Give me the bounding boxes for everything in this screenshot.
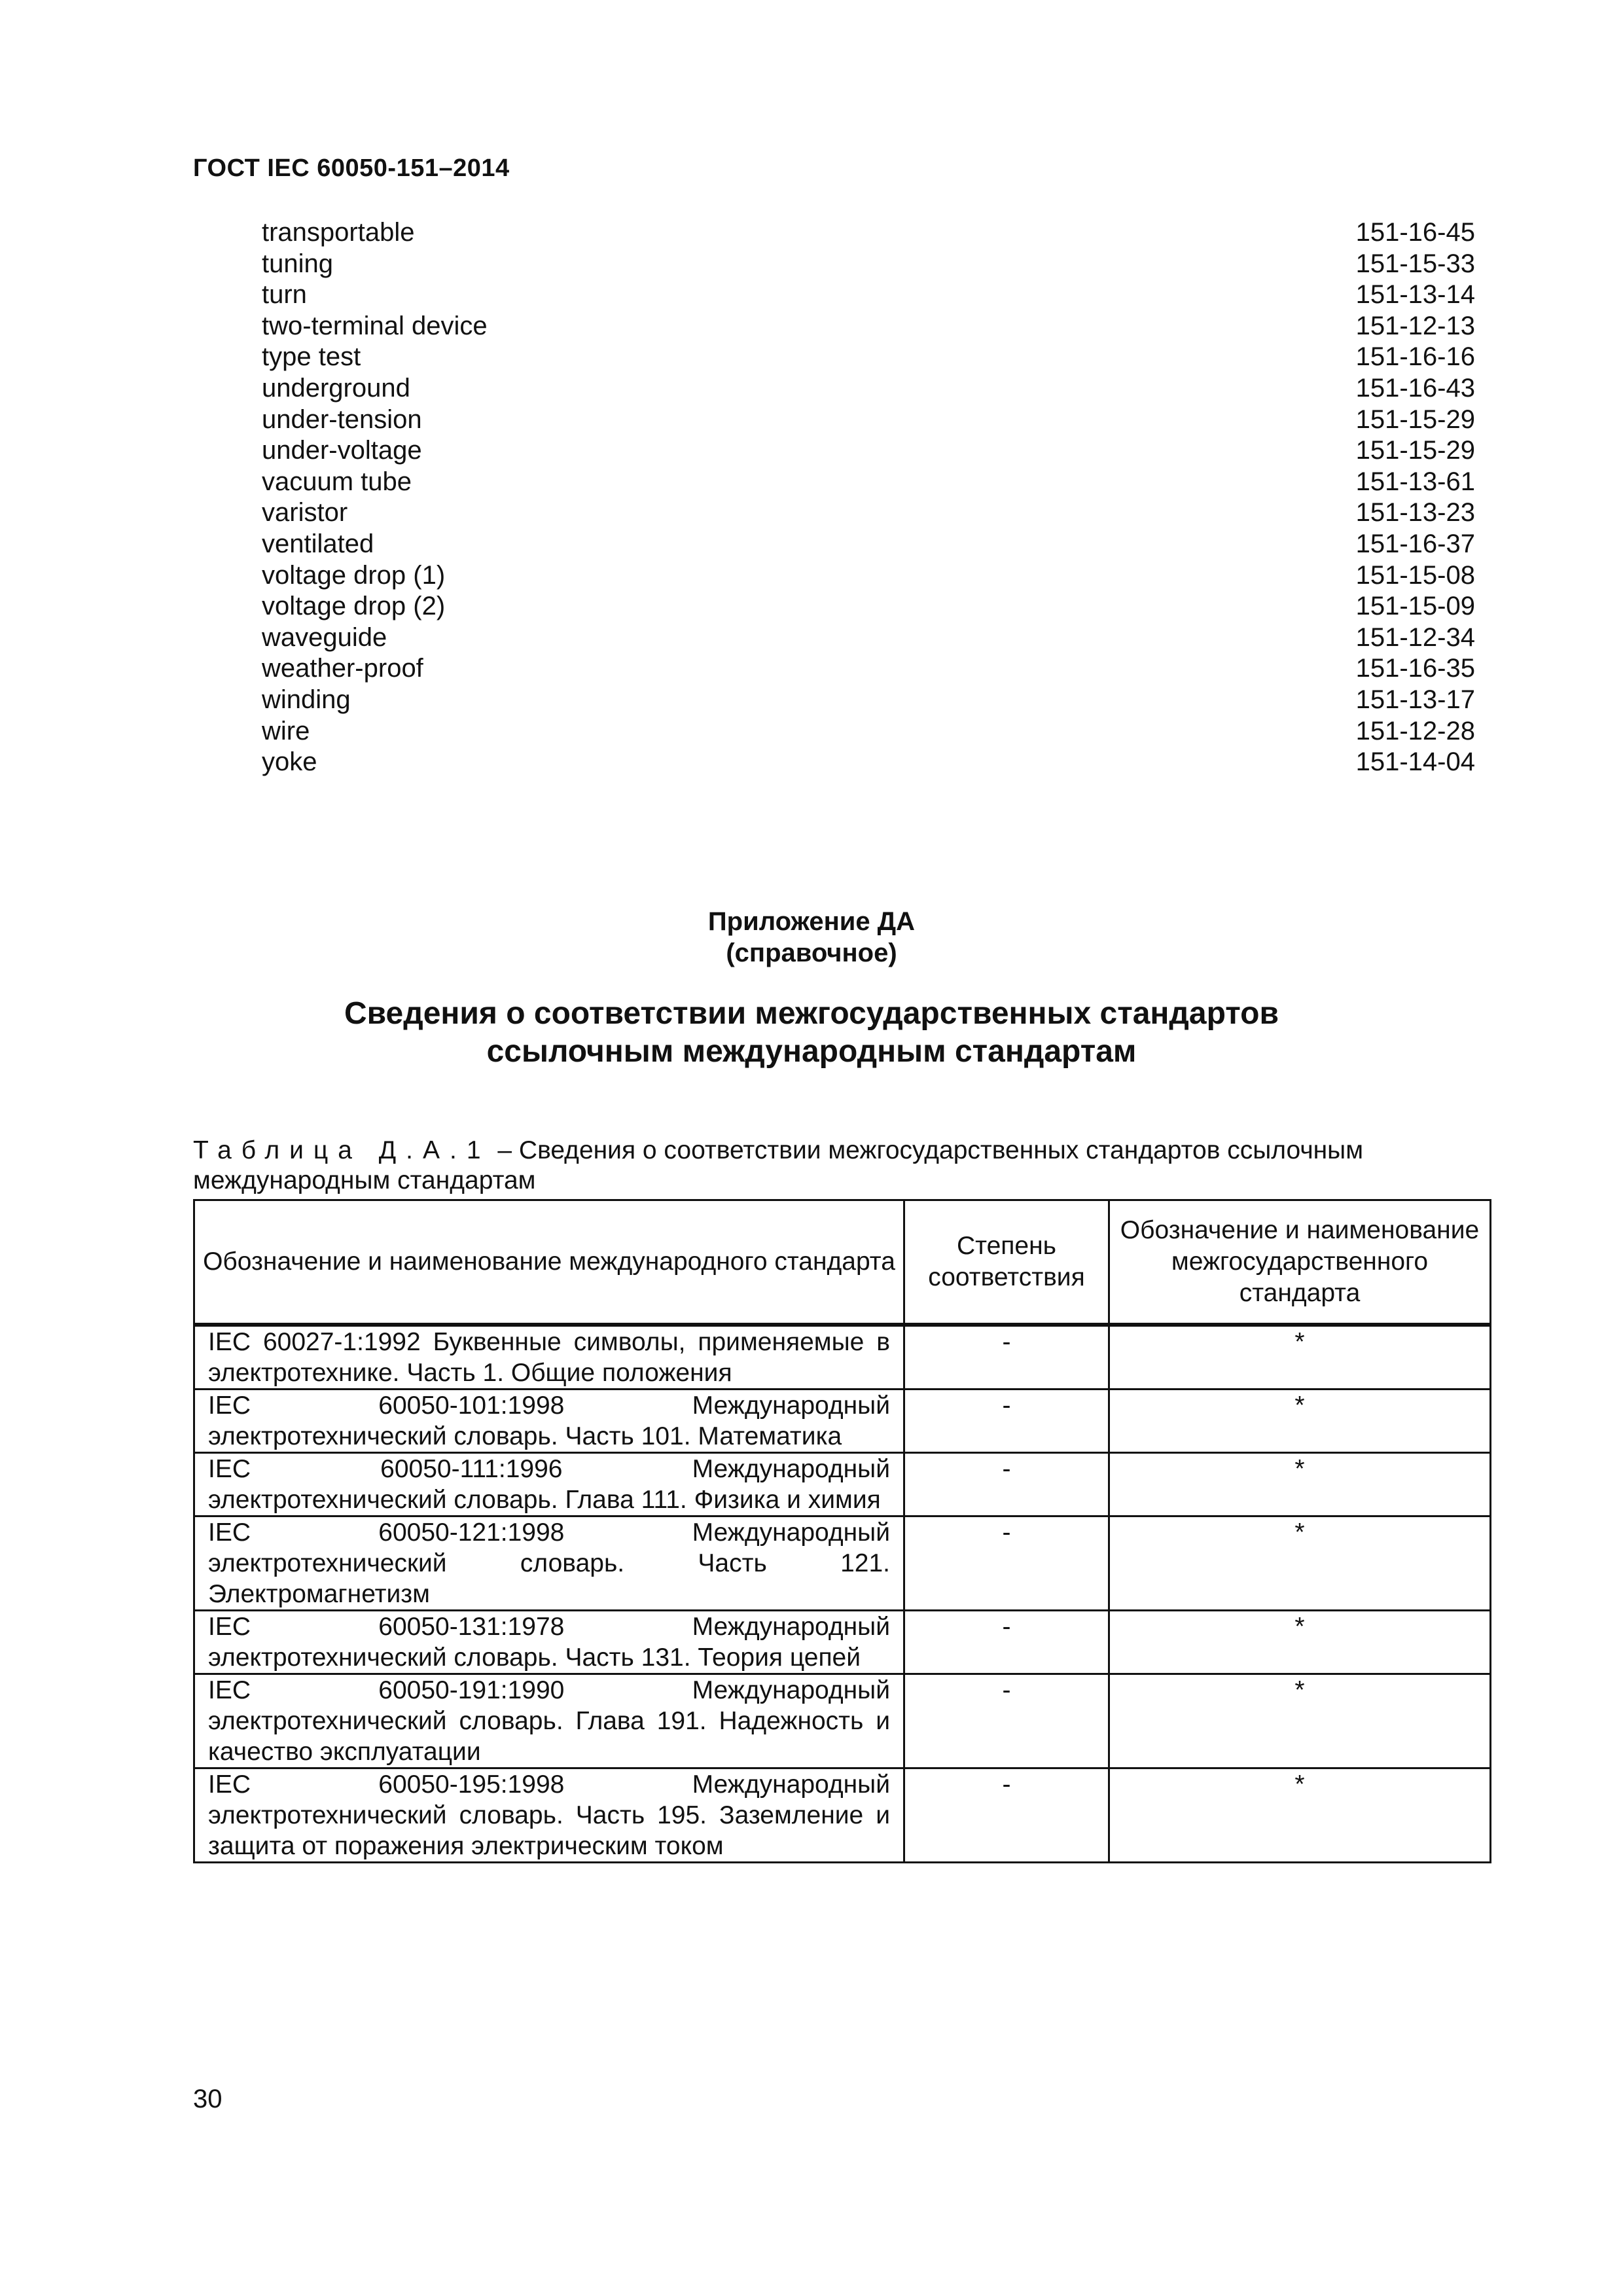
interstate-standard-cell: *: [1109, 1611, 1491, 1674]
index-code: 151-15-08: [1355, 560, 1475, 590]
index-entry: [262, 373, 1475, 404]
index-code: 151-15-29: [1355, 404, 1475, 434]
index-term: type test: [262, 342, 361, 372]
index-term: winding: [262, 685, 351, 714]
index-code: 151-12-28: [1355, 716, 1475, 745]
index-entry: [262, 342, 1475, 373]
index-term: underground: [262, 373, 410, 403]
index-term: ventilated: [262, 529, 374, 558]
index-code: 151-14-04: [1355, 747, 1475, 777]
index-term: two-terminal device: [262, 311, 488, 340]
index-term: under-tension: [262, 404, 422, 434]
index-code: 151-13-23: [1355, 498, 1475, 528]
table-row: [194, 1611, 1491, 1674]
index-entry: [262, 404, 1475, 436]
annex-heading: [0, 995, 1623, 1071]
index-code: 151-15-29: [1355, 436, 1475, 465]
index-code: 151-15-09: [1355, 592, 1475, 621]
index-entry: [262, 529, 1475, 560]
degree-cell: -: [904, 1453, 1109, 1516]
table-caption-label: Таблица Д.А.1: [193, 1136, 491, 1164]
index-entry: [262, 249, 1475, 280]
standards-correspondence-table: [193, 1199, 1491, 1863]
index-code: 151-12-34: [1355, 622, 1475, 652]
standard-name-cell: IEC 60050-191:1990 Международный электротехнический словарь. Глава 191. Надежность и качество эксплуатации: [194, 1674, 904, 1768]
degree-cell: -: [904, 1516, 1109, 1611]
standard-name-cell: IEC 60050-111:1996 Международный электротехнический словарь. Глава 111. Физика и химия: [194, 1453, 904, 1516]
standard-name-cell: IEC 60050-195:1998 Международный электротехнический словарь. Часть 195. Заземление и защита от поражения электрическим током: [194, 1768, 904, 1863]
index-entry: [262, 653, 1475, 685]
table-caption-text: – Сведения о соответствии межгосударственных стандартов ссылочным международным стандартам: [193, 1136, 1364, 1194]
index-code: 151-15-33: [1355, 249, 1475, 278]
standard-name-cell: IEC 60027-1:1992 Буквенные символы, применяемые в электротехнике. Часть 1. Общие положения: [194, 1325, 904, 1390]
document-header: ГОСТ IEC 60050-151–2014: [193, 154, 510, 182]
index-term: voltage drop (2): [262, 592, 446, 621]
index-term: weather-proof: [262, 654, 423, 683]
index-code: 151-16-35: [1355, 654, 1475, 683]
interstate-standard-cell: *: [1109, 1516, 1491, 1611]
index-entry: [262, 497, 1475, 529]
annex-title: [0, 906, 1623, 969]
index-entry: [262, 591, 1475, 622]
interstate-standard-cell: *: [1109, 1674, 1491, 1768]
index-entry: [262, 435, 1475, 467]
index-entry: [262, 622, 1475, 654]
interstate-standard-cell: *: [1109, 1768, 1491, 1863]
annex-heading-line-1: Сведения о соответствии межгосударственных стандартов: [344, 996, 1279, 1031]
degree-cell: -: [904, 1674, 1109, 1768]
standard-name-cell: IEC 60050-101:1998 Международный электротехнический словарь. Часть 101. Математика: [194, 1390, 904, 1453]
table-header-row: [194, 1200, 1491, 1325]
header-interstate-standard: Обозначение и наименование межгосударственного стандарта: [1109, 1200, 1491, 1325]
table-row: [194, 1768, 1491, 1863]
index-code: 151-16-37: [1355, 529, 1475, 558]
index-entry: [262, 560, 1475, 592]
degree-cell: -: [904, 1611, 1109, 1674]
interstate-standard-cell: *: [1109, 1390, 1491, 1453]
index-entry: [262, 311, 1475, 342]
degree-cell: -: [904, 1768, 1109, 1863]
index-term: vacuum tube: [262, 467, 412, 496]
interstate-standard-cell: *: [1109, 1453, 1491, 1516]
index-term: yoke: [262, 747, 317, 777]
annex-subtitle: (справочное): [726, 939, 897, 967]
index-code: 151-16-43: [1355, 373, 1475, 403]
standard-name-cell: IEC 60050-131:1978 Международный электротехнический словарь. Часть 131. Теория цепей: [194, 1611, 904, 1674]
index-entry: [262, 716, 1475, 747]
index-entry: [262, 685, 1475, 716]
interstate-standard-cell: *: [1109, 1325, 1491, 1390]
table-row: [194, 1516, 1491, 1611]
index-term: turn: [262, 280, 307, 310]
term-index-list: [262, 217, 1475, 778]
page-number: 30: [193, 2085, 223, 2113]
table-row: [194, 1325, 1491, 1390]
table-row: [194, 1674, 1491, 1768]
annex-heading-line-2: ссылочным международным стандартам: [486, 1034, 1137, 1069]
degree-cell: -: [904, 1325, 1109, 1390]
table-row: [194, 1453, 1491, 1516]
index-code: 151-12-13: [1355, 311, 1475, 340]
annex-label: Приложение ДА: [707, 907, 916, 936]
header-international-standard: Обозначение и наименование международного стандарта: [194, 1200, 904, 1325]
table-caption: [193, 1136, 1482, 1196]
index-term: transportable: [262, 218, 415, 247]
index-code: 151-13-61: [1355, 467, 1475, 496]
standard-name-cell: IEC 60050-121:1998 Международный электротехнический словарь. Часть 121. Электромагнетизм: [194, 1516, 904, 1611]
index-code: 151-13-17: [1355, 685, 1475, 714]
index-entry: [262, 279, 1475, 311]
header-degree-of-correspondence: Степень соответствия: [904, 1200, 1109, 1325]
degree-cell: -: [904, 1390, 1109, 1453]
index-entry: [262, 747, 1475, 778]
table-row: [194, 1390, 1491, 1453]
index-term: under-voltage: [262, 436, 422, 465]
index-entry: [262, 217, 1475, 249]
index-code: 151-16-45: [1355, 218, 1475, 247]
index-term: tuning: [262, 249, 333, 278]
index-term: wire: [262, 716, 310, 745]
index-term: varistor: [262, 498, 348, 528]
index-code: 151-16-16: [1355, 342, 1475, 372]
index-term: voltage drop (1): [262, 560, 446, 590]
index-entry: [262, 467, 1475, 498]
index-code: 151-13-14: [1355, 280, 1475, 310]
index-term: waveguide: [262, 622, 387, 652]
